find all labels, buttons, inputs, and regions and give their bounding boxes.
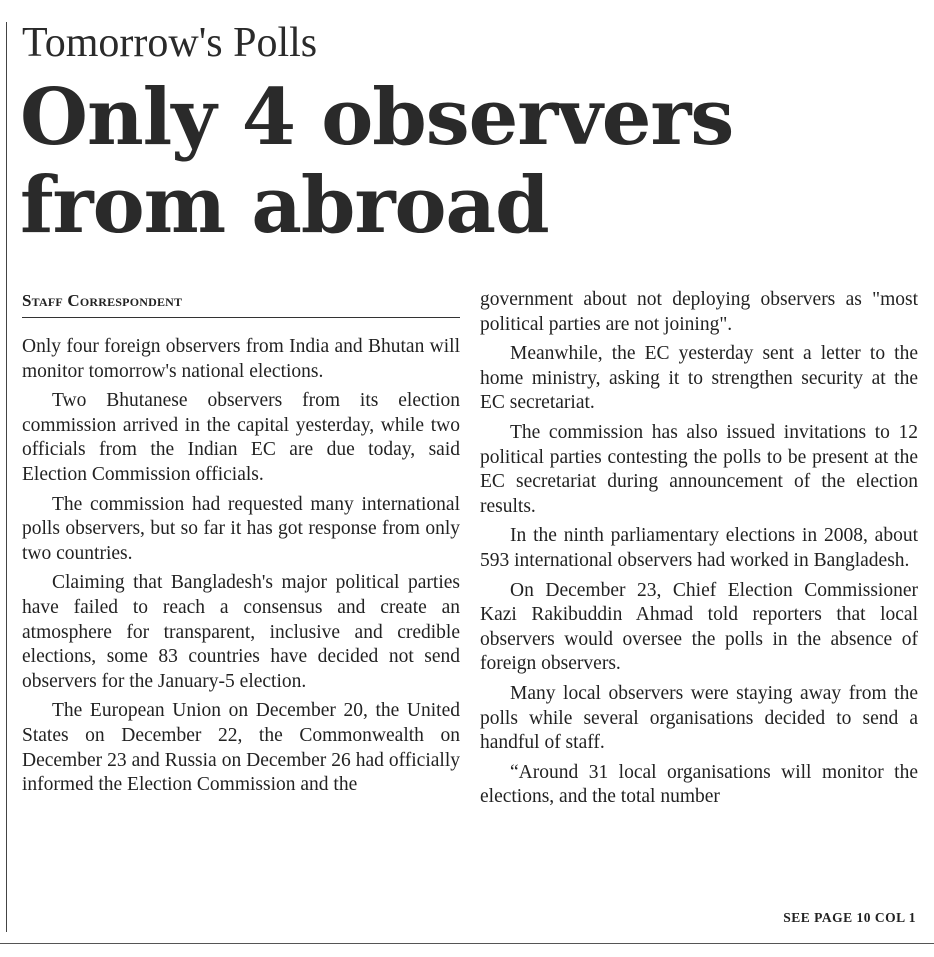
column-rule-left xyxy=(6,22,7,932)
kicker-headline: Tomorrow's Polls xyxy=(22,20,318,66)
main-headline xyxy=(20,74,733,250)
paragraph: The European Union on December 20, the United States on December 22, the Commonwealth on December 23 and Russia on December 26 had officially informed the Election Commission and the xyxy=(22,700,460,796)
paragraph: Two Bhutanese observers from its election commission arrived in the capital yesterday, while two officials from the Indian EC are due today, said Election Commission officials. xyxy=(22,390,460,485)
bottom-divider xyxy=(0,943,934,944)
paragraph: The commission had requested many international polls observers, but so far it has got response from only two countries. xyxy=(22,493,460,564)
paragraph: Meanwhile, the EC yesterday sent a letter to the home ministry, asking it to strengthen security at the EC secretariat. xyxy=(480,343,918,414)
paragraph: government about not deploying observers as "most political parties are not joining". xyxy=(480,289,918,335)
paragraph: In the ninth parliamentary elections in 2008, about 593 international observers had worked in Bangladesh. xyxy=(480,525,918,571)
headline-line-2: from abroad xyxy=(20,160,549,251)
paragraph: Only four foreign observers from India and Bhutan will monitor tomorrow's national elections. xyxy=(22,336,460,382)
paragraph: Claiming that Bangladesh's major political parties have failed to reach a consensus and create an atmosphere for transparent, inclusive and credible elections, some 83 countries have decided not send observers for the January-5 election. xyxy=(22,572,460,692)
byline: Staff Correspondent xyxy=(22,290,460,318)
continued-on-page-note: SEE PAGE 10 COL 1 xyxy=(783,910,916,925)
headline-line-1: Only 4 observers xyxy=(20,72,734,163)
paragraph: On December 23, Chief Election Commissioner Kazi Rakibuddin Ahmad told reporters that local observers would oversee the polls in the absence of foreign observers. xyxy=(480,579,918,675)
paragraph: Many local observers were staying away from the polls while several organisations decided to send a handful of staff. xyxy=(480,682,918,754)
paragraph: “Around 31 local organisations will monitor the elections, and the total number xyxy=(480,761,918,808)
article-column-right xyxy=(480,288,918,815)
paragraph: The commission has also issued invitations to 12 political parties contesting the polls to be present at the EC secretariat during announcement of the election results. xyxy=(480,421,918,517)
article-column-left xyxy=(22,288,460,803)
